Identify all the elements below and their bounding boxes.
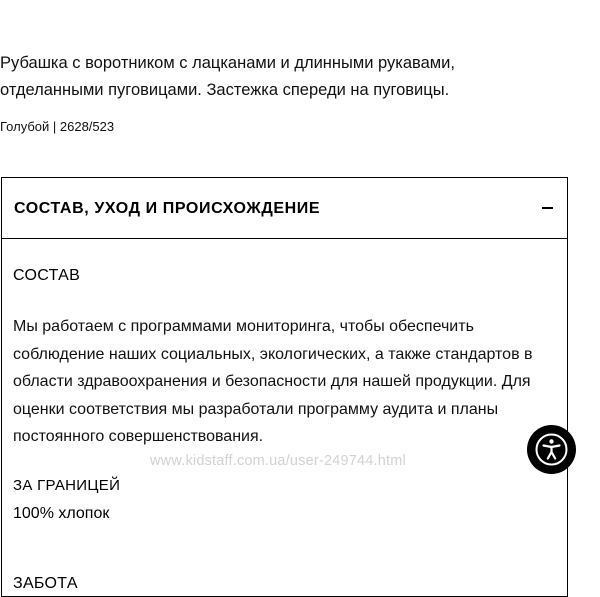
minus-icon[interactable] — [542, 207, 553, 209]
watermark: www.kidstaff.com.ua/user-249744.html — [150, 453, 406, 469]
product-description: Рубашка с воротником с лацканами и длинными рукавами, отделанными пуговицами. Застежка спереди на пуговицы. — [0, 54, 455, 99]
product-color-reference: Голубой | 2628/523 — [0, 119, 115, 134]
care-section-label[interactable]: ЗАБОТА — [13, 575, 78, 592]
composition-label: СОСТАВ — [13, 267, 81, 284]
accessibility-button[interactable] — [527, 425, 576, 474]
accordion-title: СОСТАВ, УХОД И ПРОИСХОЖДЕНИЕ — [14, 200, 321, 217]
composition-text: Мы работаем с программами мониторинга, чтобы обеспечить соблюдение наших социальных, экологических, а также стандартов в области здравоохранения и безопасности для нашей продукции. Для оценки соответствия мы разработали программу аудита и планы постоянного совершенствования. — [13, 318, 533, 445]
accordion-header[interactable] — [2, 178, 567, 239]
abroad-label: ЗА ГРАНИЦЕЙ — [13, 477, 121, 494]
abroad-value: 100% хлопок — [13, 505, 110, 522]
accessibility-icon — [527, 425, 576, 474]
